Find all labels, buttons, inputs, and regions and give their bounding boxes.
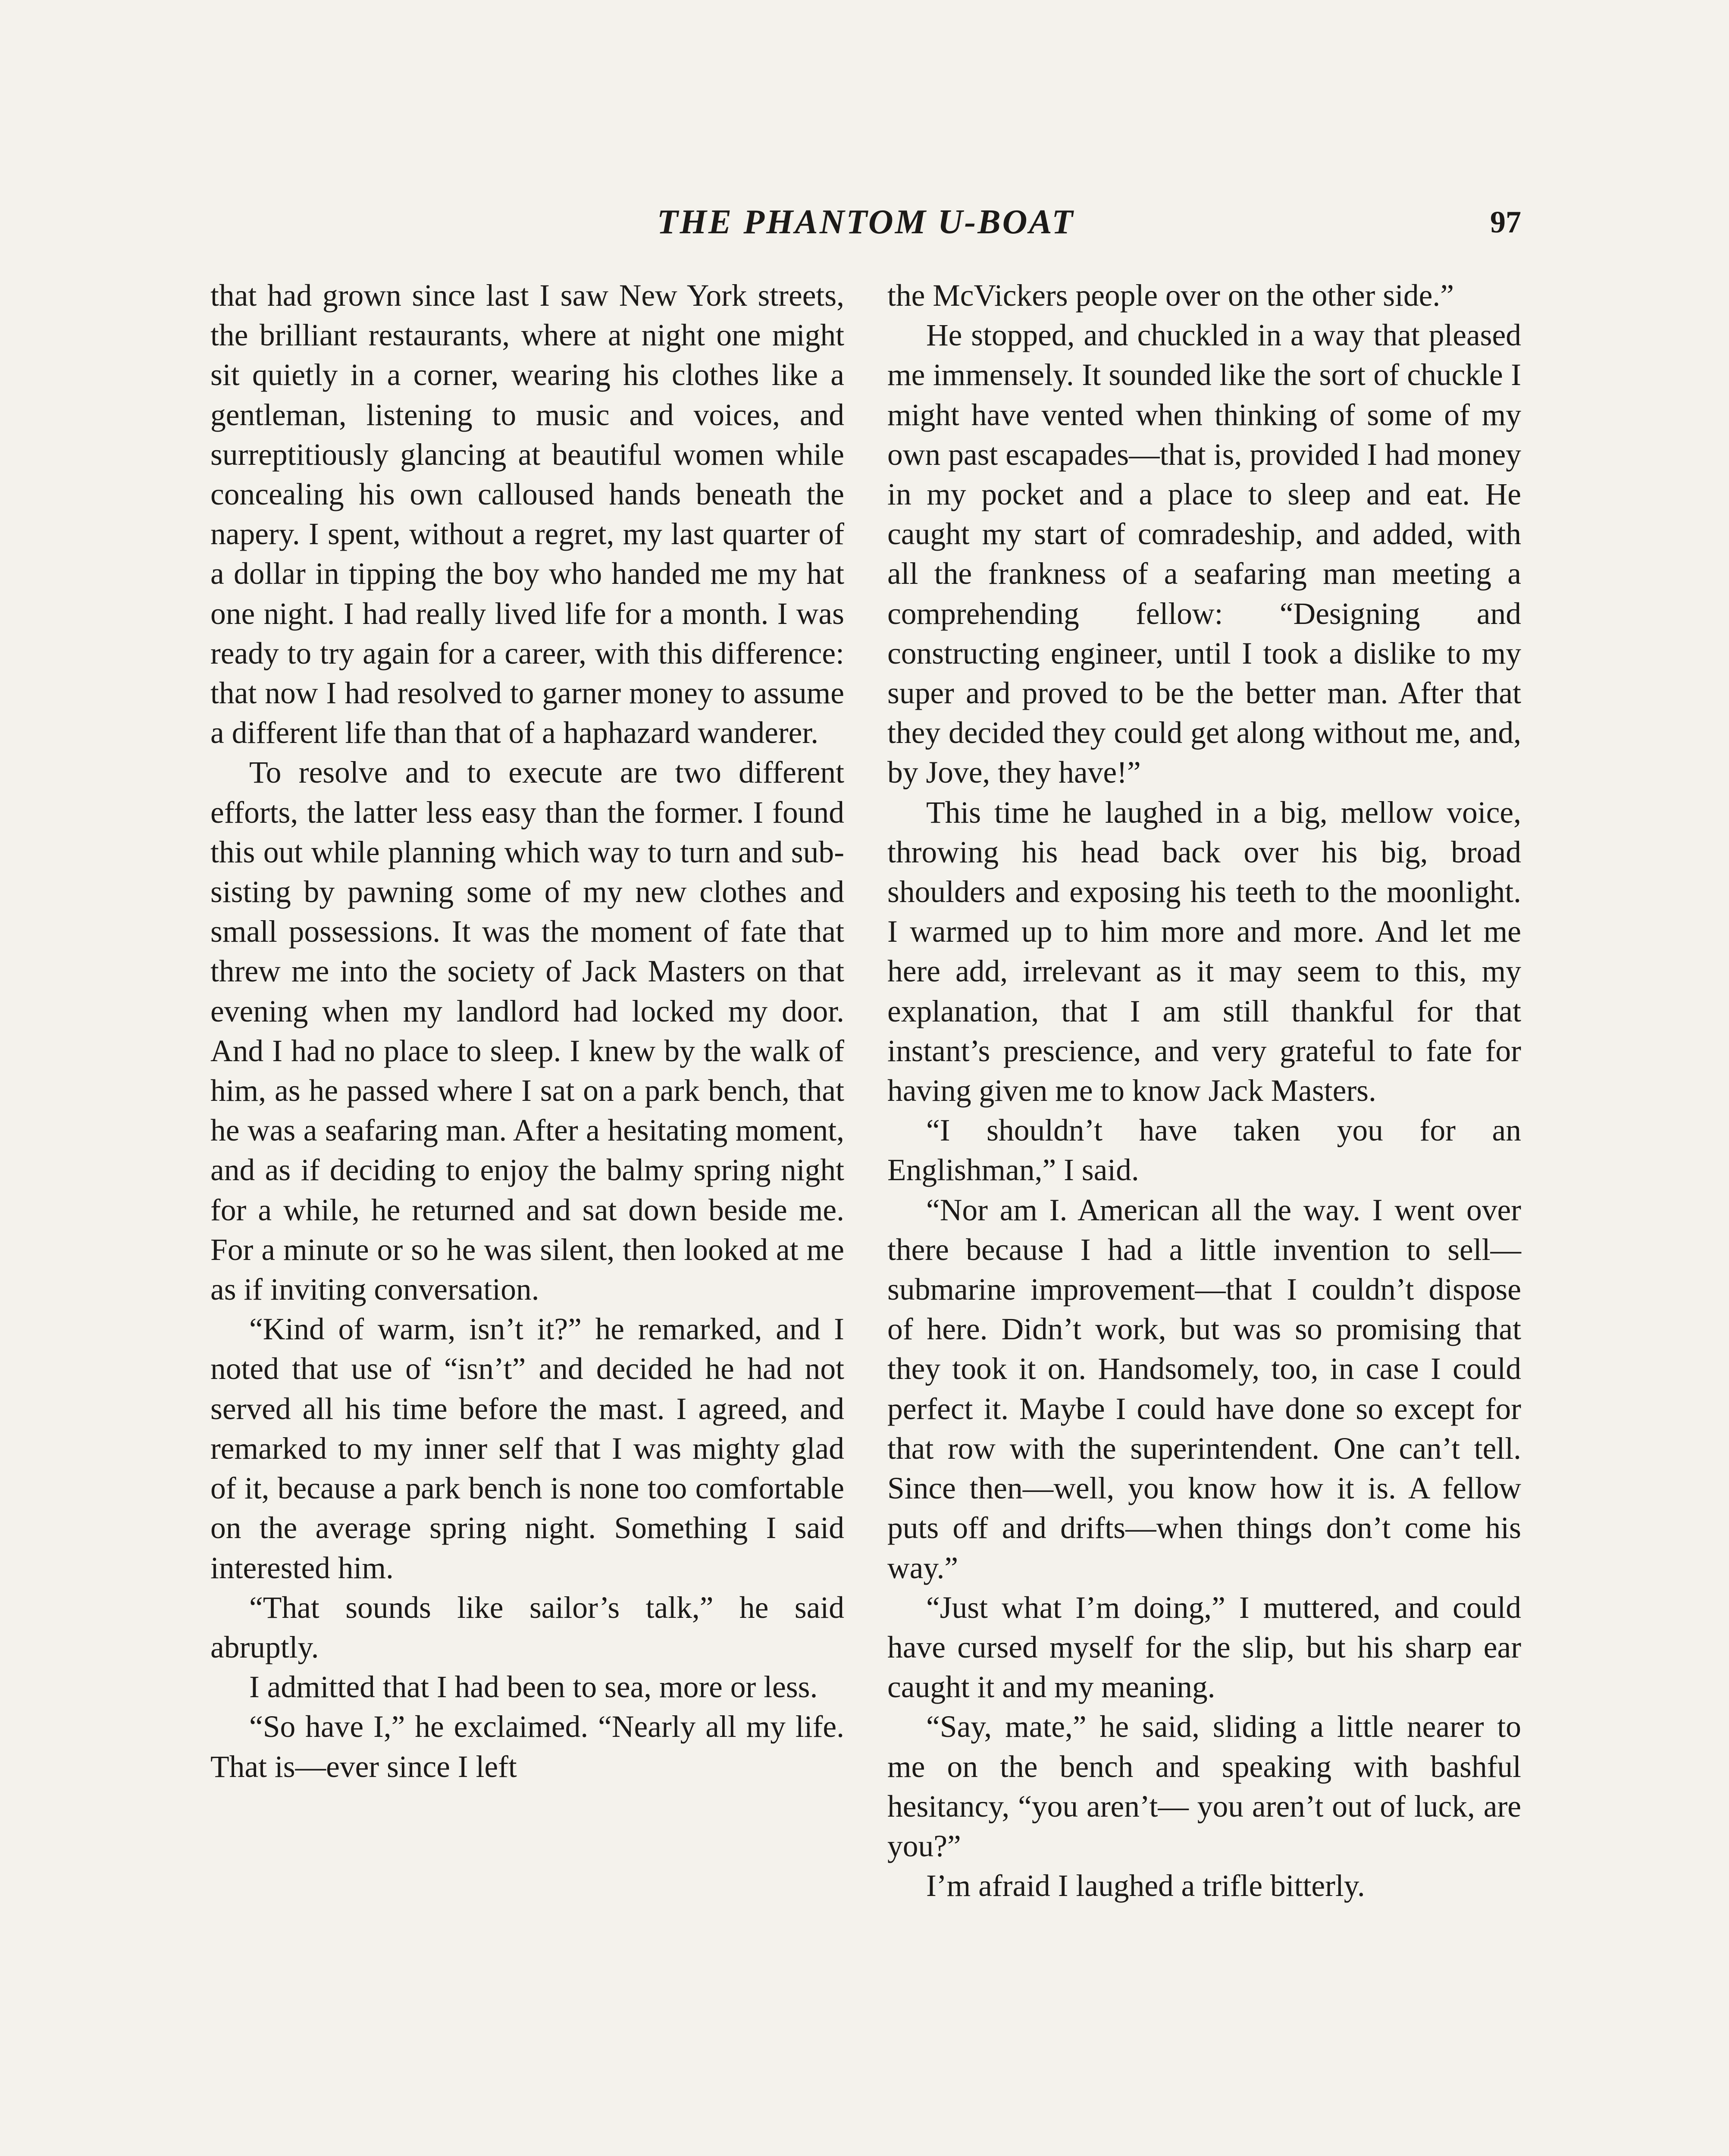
paragraph: “Kind of warm, isn’t it?” he remarked, and I noted that use of “isn’t” and decided he had not served all his time before the mast. I agreed, and remarked to my inner self that I was mighty glad of it, because a park bench is none too comfortable on the average spring night. Something I said interested him. <box>210 1312 844 1585</box>
paragraph: the McVickers people over on the other side.” <box>887 279 1454 313</box>
paragraph: that had grown since last I saw New York streets, the brilliant restaurants, where at night one might sit quietly in a corner, wearing his clothes like a gentleman, listening to music and voices, and surreptitiously glancing at beautiful women while concealing his own calloused hands beneath the napery. I spent, without a regret, my last quarter of a dollar in tipping the boy who handed me my hat one night. I had really lived life for a month. I was ready to try again for a career, with this difference: that now I had resolved to garner money to assume a different life than that of a haphazard wanderer. <box>210 279 844 750</box>
paragraph: To resolve and to execute are two different efforts, the latter less easy than the former. I found this out while planning which way to turn and subsisting by pawning some of my new clothes and small possessions. It was the moment of fate that threw me into the society of Jack Masters on that evening when my landlord had locked my door. And I had no place to sleep. I knew by the walk of him, as he passed where I sat on a park bench, that he was a seafaring man. After a hesitating moment, and as if deciding to enjoy the balmy spring night for a while, he returned and sat down beside me. For a minute or so he was silent, then looked at me as if inviting conversation. <box>210 755 844 1307</box>
paragraph: “So have I,” he exclaimed. “Nearly all my life. That is—ever since I left <box>210 1710 844 1784</box>
paragraph: He stopped, and chuckled in a way that pleased me immensely. It sounded like the sort of chuckle I might have vented when thinking of some of my own past escapades—that is, provided I had money in my pocket and a place to sleep and eat. He caught my start of comradeship, and added, with all the frankness of a seafaring man meeting a comprehending fellow: “Designing and constructing engineer, until I took a dislike to my super and proved to be the better man. After that they decided they could get along without me, and, by Jove, they have!” <box>887 318 1521 790</box>
paragraph: This time he laughed in a big, mellow voice, throwing his head back over his big, broad shoulders and exposing his teeth to the moonlight. I warmed up to him more and more. And let me here add, irrelevant as it may seem to this, my explanation, that I am still thankful for that instant’s prescience, and very grateful to fate for having given me to know Jack Masters. <box>887 795 1521 1108</box>
paragraph: I’m afraid I laughed a trifle bitterly. <box>926 1869 1365 1903</box>
running-head <box>210 196 1521 248</box>
paragraph: “That sounds like sailor’s talk,” he said abruptly. <box>210 1590 844 1664</box>
page-number: 97 <box>1490 205 1521 239</box>
paragraph: “Just what I’m doing,” I muttered, and could have cursed myself for the slip, but his sharp ear caught it and my meaning. <box>887 1590 1521 1705</box>
running-title: THE PHANTOM U-BOAT <box>657 203 1075 241</box>
right-column <box>887 276 1521 1906</box>
paragraph: I admitted that I had been to sea, more or less. <box>249 1670 818 1705</box>
paragraph: “Say, mate,” he said, sliding a little nearer to me on the bench and speaking with bashful hesitancy, “you aren’t— you aren’t out of luck, are you?” <box>887 1710 1521 1863</box>
paragraph: “Nor am I. American all the way. I went over there because I had a little invention to sell—submarine improvement—that I couldn’t dispose of here. Didn’t work, but was so promising that they took it on. Handsomely, too, in case I could perfect it. Maybe I could have done so except for that row with the superintendent. One can’t tell. Since then—well, you know how it is. A fellow puts off and drifts—when things don’t come his way.” <box>887 1193 1521 1585</box>
left-column <box>210 276 844 1787</box>
paragraph: “I shouldn’t have taken you for an Englishman,” I said. <box>887 1113 1521 1188</box>
